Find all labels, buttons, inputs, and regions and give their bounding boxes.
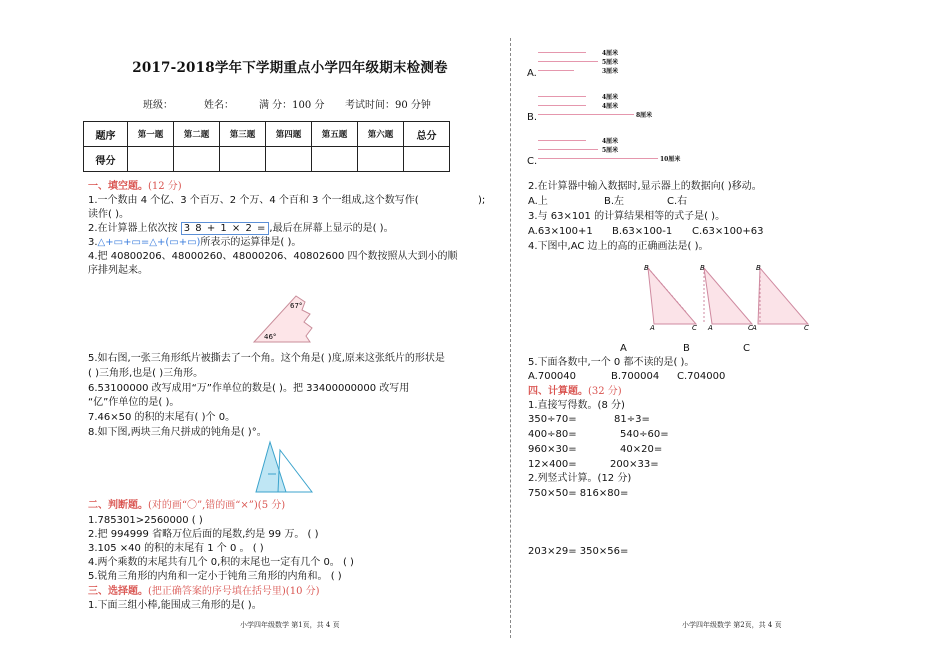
stick-bar <box>538 70 574 71</box>
s3-q4-opt-c: C <box>743 343 750 354</box>
stick-group-label: B. <box>527 112 538 123</box>
angle-67-label: 67° <box>290 302 303 310</box>
s2-item-5: 5.锐角三角形的内角和一定小于钝角三角形的内角和。 ( ) <box>88 571 342 582</box>
vertical-calc-1: 750×50= 816×80= <box>528 488 629 499</box>
stick-length-label: 4厘米 <box>602 50 619 57</box>
calculator-keys: 3 8 + 1 × 2 = <box>181 222 270 235</box>
section3-heading <box>88 585 320 598</box>
section2-heading <box>88 499 285 512</box>
s1-q6b: “亿”作单位的是( )。 <box>88 397 180 408</box>
s3-q2-opt-c: C.右 <box>667 196 688 207</box>
oral-1b: 81÷3= <box>614 414 650 425</box>
tri-a-a: A <box>650 324 655 332</box>
page-divider <box>510 38 511 638</box>
s1-q2-post: ,最后在屏幕上显示的是( )。 <box>269 223 394 234</box>
score-q2: 第二题 <box>174 122 220 147</box>
section1-points: (12 分) <box>148 181 182 192</box>
footer-left: 小学四年级数学 第1页，共 4 页 <box>240 621 340 629</box>
section3-points: (把正确答案的序号填在括号里)(10 分) <box>148 586 320 597</box>
s1-q2-pre: 2.在计算器上依次按 <box>88 223 178 234</box>
tri-c-b: B <box>756 264 761 272</box>
vertical-calc-2: 203×29= 350×56= <box>528 546 629 557</box>
score-table <box>83 121 450 172</box>
s3-q5: 5.下面各数中,一个 0 都不读的是( )。 <box>528 357 695 368</box>
name-label: 姓名： <box>204 100 234 111</box>
s3-q3: 3.与 63×101 的计算结果相等的式子是( )。 <box>528 211 726 222</box>
oral-1a: 350÷70= <box>528 414 577 425</box>
stick-length-label: 10厘米 <box>660 156 681 163</box>
s1-q1a: 1.一个数由 4 个亿、3 个百万、2 个万、4 个百和 3 个一组成,这个数写作( <box>88 195 419 206</box>
stick-length-label: 4厘米 <box>602 138 619 145</box>
s2-item-4: 4.两个乘数的末尾共有几个 0,积的末尾也一定有几个 0。 ( ) <box>88 557 354 568</box>
section4-title: 四、计算题。 <box>528 386 588 397</box>
stick-group-label: C. <box>527 156 538 167</box>
triangle-option-c <box>751 264 809 332</box>
s2-item-2: 2.把 994999 省略万位后面的尾数,约是 99 万。 ( ) <box>88 529 319 540</box>
oral-4a: 12×400= <box>528 459 577 470</box>
footer-right: 小学四年级数学 第2页，共 4 页 <box>682 621 782 629</box>
s1-q8: 8.如下图,两块三角尺拼成的钝角是( )°。 <box>88 427 267 438</box>
stick-length-label: 4厘米 <box>602 94 619 101</box>
torn-triangle-figure <box>250 292 328 344</box>
tri-c-c: C <box>804 324 809 332</box>
stick-bar <box>538 140 586 141</box>
score-row-label: 题序 <box>84 122 128 147</box>
s3-q2: 2.在计算器中输入数据时,显示器上的数据向( )移动。 <box>528 181 762 192</box>
altitude-triangles-figure <box>640 262 815 334</box>
score-cell[interactable] <box>404 147 450 172</box>
score-total: 总分 <box>404 122 450 147</box>
s3-q3-opt-b: B.63×100-1 <box>612 226 673 237</box>
stick-bar <box>538 96 586 97</box>
stick-bar <box>538 149 598 150</box>
s4-sub1: 1.直接写得数。(8 分) <box>528 400 625 411</box>
stick-bar <box>538 61 598 62</box>
stick-length-label: 3厘米 <box>602 68 619 75</box>
stick-length-label: 5厘米 <box>602 59 619 66</box>
s2-item-3: 3.105 ×40 的积的末尾有 1 个 0 。 ( ) <box>88 543 264 554</box>
exam-time: 考试时间：90 分钟 <box>345 100 431 111</box>
s3-q4-opt-b: B <box>683 343 690 354</box>
s3-q5-opt-a: A.700040 <box>528 371 577 382</box>
tri-b-c: C <box>748 324 753 332</box>
s1-q3-post: 所表示的运算律是( )。 <box>200 237 302 248</box>
score-cell[interactable] <box>358 147 404 172</box>
s4-sub2: 2.列竖式计算。(12 分) <box>528 473 632 484</box>
shapes-expression: △+▭+▭=△+(▭+▭) <box>97 237 201 248</box>
score-cell[interactable] <box>266 147 312 172</box>
s1-q6a: 6.53100000 改写成用“万”作单位的数是( )。把 33400000000 改写用 <box>88 383 410 394</box>
section3-title: 三、选择题。 <box>88 586 148 597</box>
s1-q5b: ( )三角形,也是( )三角形。 <box>88 368 204 379</box>
set-squares-figure <box>252 438 318 496</box>
stick-length-label: 4厘米 <box>602 103 619 110</box>
s3-q4-opt-a: A <box>620 343 627 354</box>
stick-bar <box>538 114 634 115</box>
s2-item-1: 1.785301>2560000 ( ) <box>88 515 203 526</box>
page-title: 2017-2018学年下学期重点小学四年级期末检测卷 <box>132 60 448 76</box>
class-label: 班级： <box>143 100 173 111</box>
stick-bar <box>538 52 586 53</box>
section2-title: 二、判断题。 <box>88 500 148 511</box>
score-cell[interactable] <box>174 147 220 172</box>
s1-q4a: 4.把 40800206、48000260、48000206、40802600 四个数按照从大到小的顺 <box>88 251 458 262</box>
s1-q3: 3.△+▭+▭=△+(▭+▭)所表示的运算律是( )。 <box>88 237 302 248</box>
oral-2a: 400÷80= <box>528 429 577 440</box>
s1-q2 <box>88 222 394 235</box>
score-cell[interactable] <box>128 147 174 172</box>
score-cell[interactable] <box>220 147 266 172</box>
oral-3b: 40×20= <box>620 444 663 455</box>
oral-4b: 200×33= <box>610 459 659 470</box>
s3-q4: 4.下图中,AC 边上的高的正确画法是( )。 <box>528 241 709 252</box>
s3-q3-opt-c: C.63×100+63 <box>692 226 764 237</box>
oral-2b: 540÷60= <box>620 429 669 440</box>
score-q3: 第三题 <box>220 122 266 147</box>
s1-q1a-end: ); <box>478 195 486 206</box>
section4-points: (32 分) <box>588 386 622 397</box>
score-q1: 第一题 <box>128 122 174 147</box>
score-cell[interactable] <box>312 147 358 172</box>
section2-points: (对的画“〇”,错的画“×”)(5 分) <box>148 500 286 511</box>
tri-b-b: B <box>700 264 705 272</box>
tri-a-c: C <box>692 324 697 332</box>
angle-46-label: 46° <box>264 333 277 341</box>
section1-title: 一、填空题。 <box>88 181 148 192</box>
s3-q3-opt-a: A.63×100+1 <box>528 226 593 237</box>
section1-heading <box>88 180 182 193</box>
oral-3a: 960×30= <box>528 444 577 455</box>
score-q5: 第五题 <box>312 122 358 147</box>
tri-c-a: A <box>752 324 757 332</box>
score-row-label-2: 得分 <box>84 147 128 172</box>
stick-bar <box>538 158 658 159</box>
score-q6: 第六题 <box>358 122 404 147</box>
section4-heading <box>528 385 622 398</box>
s1-q1b: 读作( )。 <box>88 209 129 220</box>
tri-b-a: A <box>708 324 713 332</box>
s3-q1: 1.下面三组小棒,能围成三角形的是( )。 <box>88 600 262 611</box>
tri-a-b: B <box>644 264 649 272</box>
full-score: 满 分：100 分 <box>259 100 325 111</box>
s3-q2-opt-b: B.左 <box>604 196 625 207</box>
stick-bar <box>538 105 586 106</box>
s1-q5a: 5.如右图,一张三角形纸片被撕去了一个角。这个角是( )度,原来这张纸片的形状是 <box>88 353 445 364</box>
stick-group-label: A. <box>527 68 537 79</box>
s3-q2-opt-a: A.上 <box>528 196 548 207</box>
triangle-option-b <box>700 264 753 332</box>
score-q4: 第四题 <box>266 122 312 147</box>
s1-q7: 7.46×50 的积的末尾有( )个 0。 <box>88 412 236 423</box>
stick-length-label: 8厘米 <box>636 112 653 119</box>
triangle-option-a <box>644 264 697 332</box>
s3-q5-opt-b: B.700004 <box>611 371 660 382</box>
stick-length-label: 5厘米 <box>602 147 619 154</box>
s3-q5-opt-c: C.704000 <box>677 371 726 382</box>
s1-q4b: 序排列起来。 <box>88 265 148 276</box>
